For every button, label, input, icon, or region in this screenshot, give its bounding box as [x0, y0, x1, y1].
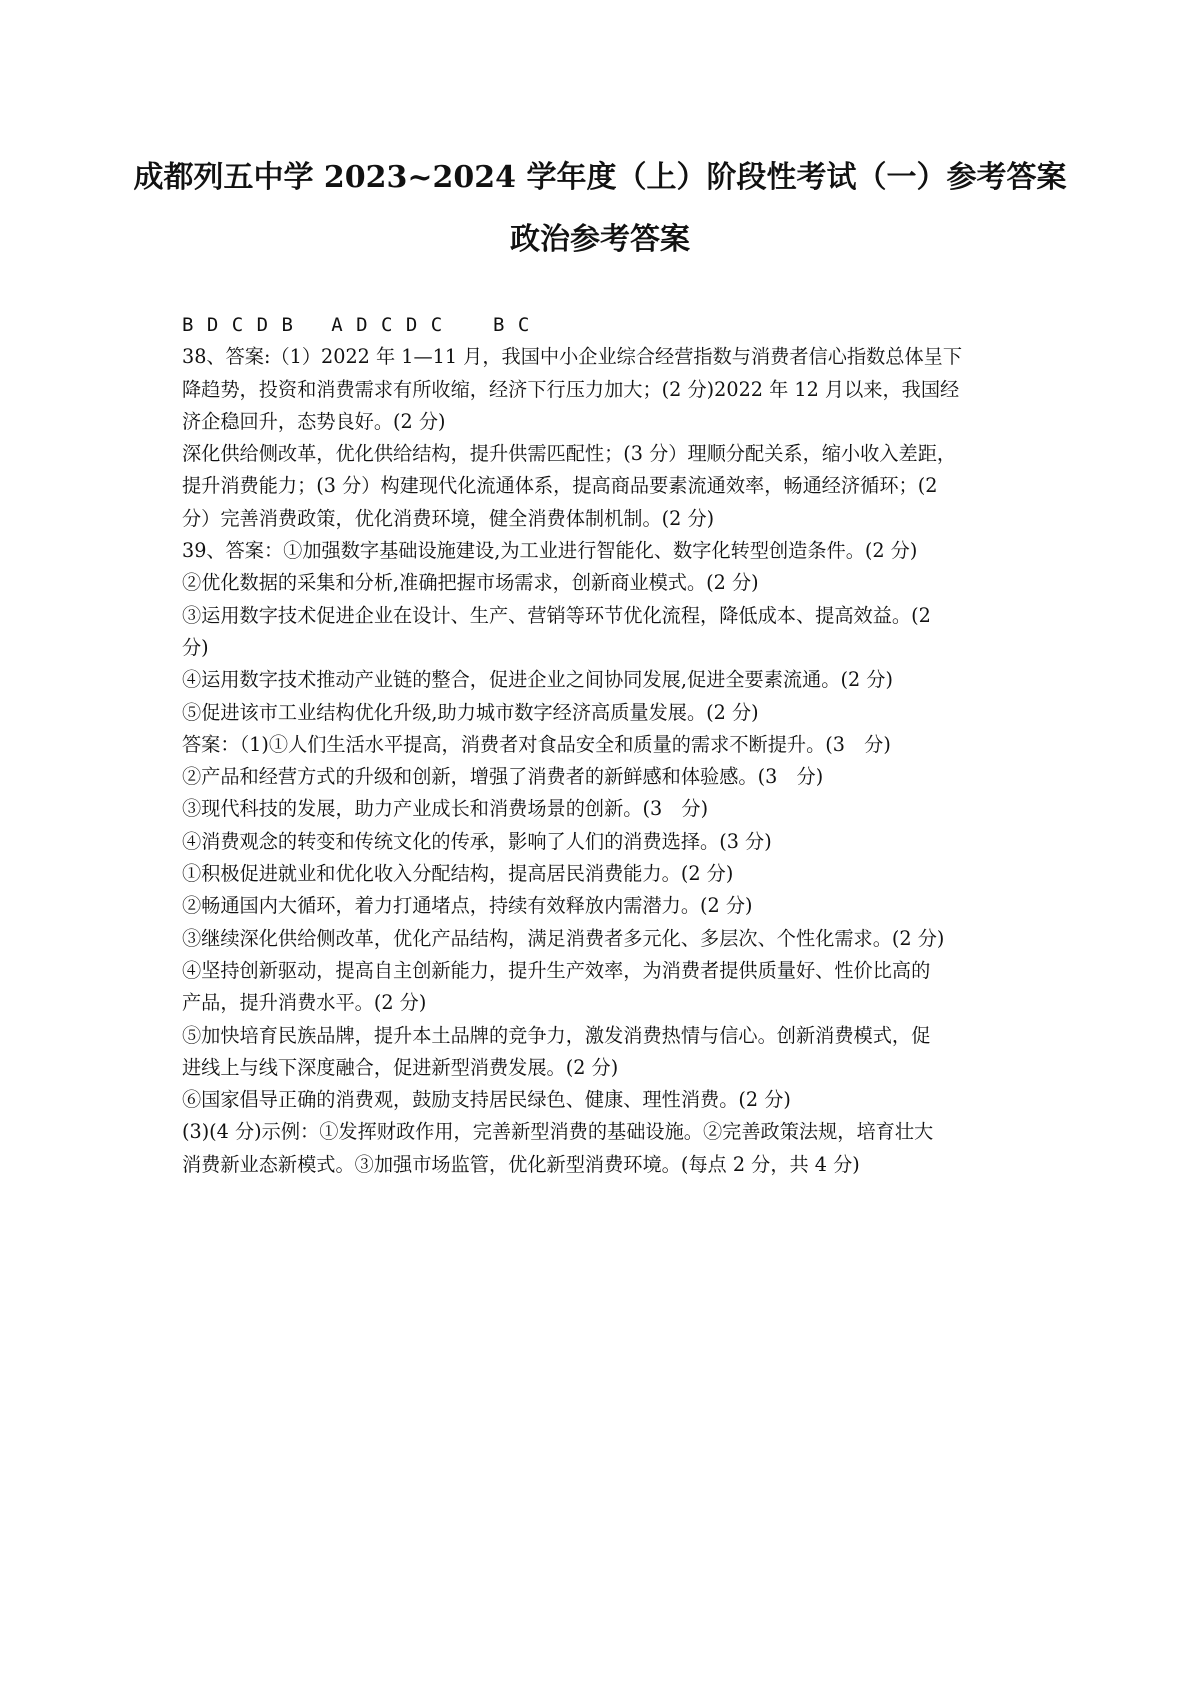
answer-line: ②优化数据的采集和分析,准确把握市场需求，创新商业模式。(2 分) [182, 571, 759, 595]
answer-line: 分) [182, 635, 209, 659]
answer-line: 答案：（1)①人们生活水平提高，消费者对食品安全和质量的需求不断提升。(3 分) [182, 732, 891, 756]
answer-body [182, 309, 1030, 1181]
mcq-answers: B D C D B A D C D C B C [182, 314, 531, 336]
document-title: 成都列五中学 2023~2024 学年度（上）阶段性考试（一）参考答案 [133, 160, 1067, 195]
answer-line: ⑤加快培育民族品牌，提升本土品牌的竞争力，激发消费热情与信心。创新消费模式，促 [182, 1023, 931, 1047]
answer-line: 济企稳回升，态势良好。(2 分) [182, 409, 446, 433]
answer-line: 提升消费能力；(3 分）构建现代化流通体系，提高商品要素流通效率，畅通经济循环；(2 [182, 474, 938, 498]
answer-line: ③现代科技的发展，助力产业成长和消费场景的创新。(3 分) [182, 797, 709, 821]
answer-line: ⑤促进该市工业结构优化升级,助力城市数字经济高质量发展。(2 分) [182, 700, 759, 724]
answer-line: ④坚持创新驱动，提高自主创新能力，提升生产效率，为消费者提供质量好、性价比高的 [182, 958, 931, 982]
answer-line: 消费新业态新模式。③加强市场监管，优化新型消费环境。(每点 2 分，共 4 分) [182, 1152, 860, 1176]
document-subtitle: 政治参考答案 [510, 222, 690, 257]
answer-line: ④运用数字技术推动产业链的整合，促进企业之间协同发展,促进全要素流通。(2 分) [182, 668, 893, 692]
answer-line: 产品，提升消费水平。(2 分) [182, 991, 427, 1015]
answer-line: ②产品和经营方式的升级和创新，增强了消费者的新鲜感和体验感。(3 分) [182, 765, 824, 789]
answer-line: ③运用数字技术促进企业在设计、生产、营销等环节优化流程，降低成本、提高效益。(2 [182, 603, 931, 627]
answer-line: ②畅通国内大循环，着力打通堵点，持续有效释放内需潜力。(2 分) [182, 894, 753, 918]
answer-line: 进线上与线下深度融合，促进新型消费发展。(2 分) [182, 1055, 619, 1079]
answer-line: 39、答案：①加强数字基础设施建设,为工业进行智能化、数字化转型创造条件。(2 分) [182, 539, 918, 563]
answer-line: (3)(4 分)示例：①发挥财政作用，完善新型消费的基础设施。②完善政策法规，培育壮大 [182, 1120, 934, 1144]
answer-line: 降趋势，投资和消费需求有所收缩，经济下行压力加大；(2 分)2022 年 12 月以来，我国经 [182, 377, 960, 401]
answer-line: ⑥国家倡导正确的消费观，鼓励支持居民绿色、健康、理性消费。(2 分) [182, 1088, 791, 1112]
answer-line: ①积极促进就业和优化收入分配结构，提高居民消费能力。(2 分) [182, 862, 734, 886]
answer-line: 38、答案:（1）2022 年 1—11 月，我国中小企业综合经营指数与消费者信心指数总体呈下 [182, 345, 963, 369]
answer-line: ③继续深化供给侧改革，优化产品结构，满足消费者多元化、多层次、个性化需求。(2 分) [182, 926, 945, 950]
answer-line: 深化供给侧改革，优化供给结构，提升供需匹配性；(3 分）理顺分配关系，缩小收入差距， [182, 442, 957, 466]
answer-line: 分）完善消费政策，优化消费环境，健全消费体制机制。(2 分) [182, 506, 715, 530]
answer-line: ④消费观念的转变和传统文化的传承，影响了人们的消费选择。(3 分) [182, 829, 772, 853]
